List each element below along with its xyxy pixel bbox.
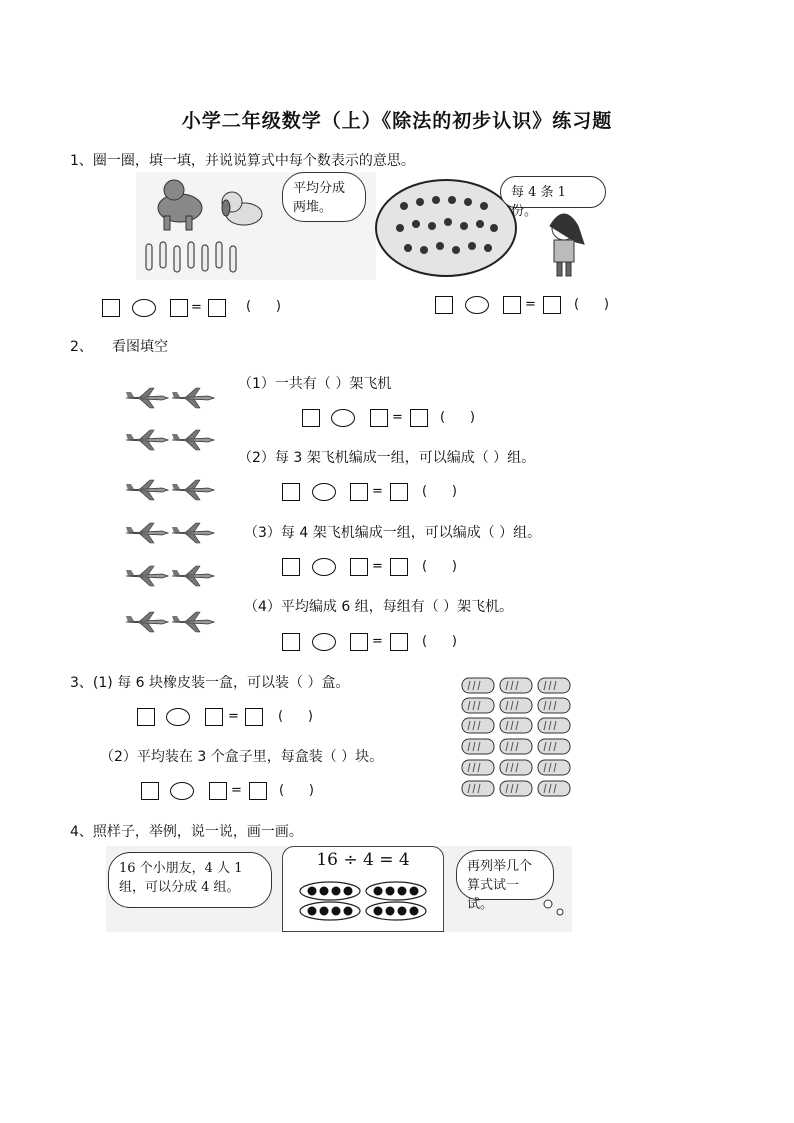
q4-dot-groups — [298, 880, 428, 922]
girl-icon — [550, 214, 584, 276]
operator-oval[interactable] — [312, 633, 336, 651]
answer-box[interactable] — [208, 299, 226, 317]
answer-paren[interactable]: ( ) — [422, 559, 457, 574]
answer-paren[interactable]: ( ) — [278, 709, 313, 724]
answer-paren[interactable]: ( ) — [422, 634, 457, 649]
answer-paren[interactable]: ( ) — [422, 484, 457, 499]
answer-paren[interactable]: ( ) — [279, 783, 314, 798]
q2-item-2: （2）每 3 架飞机编成一组，可以编成（ ）组。 — [238, 450, 536, 466]
plane-icon — [172, 480, 214, 500]
answer-box[interactable] — [205, 708, 223, 726]
q2-item-4: （4）平均编成 6 组，每组有（ ）架飞机。 — [244, 599, 514, 615]
q1-speech-bubble-left: 平均分成两堆。 — [282, 172, 366, 222]
equals-sign: = — [191, 300, 202, 315]
answer-box[interactable] — [137, 708, 155, 726]
answer-box[interactable] — [543, 296, 561, 314]
plane-icon — [172, 430, 214, 450]
plane-icon — [172, 388, 214, 408]
answer-box[interactable] — [410, 409, 428, 427]
answer-box[interactable] — [282, 558, 300, 576]
plane-icon — [126, 612, 168, 632]
q2-number: 2、 — [70, 339, 93, 355]
equals-sign: = — [372, 634, 383, 649]
q4-equation: 16 ÷ 4 = 4 — [316, 850, 410, 870]
equals-sign: = — [231, 783, 242, 798]
answer-box[interactable] — [390, 633, 408, 651]
plane-icon — [172, 566, 214, 586]
q1-speech-bubble-right: 每 4 条 1 份。 — [500, 176, 606, 208]
q2-prompt: 看图填空 — [112, 339, 168, 355]
page-title: 小学二年级数学（上）《除法的初步认识》练习题 — [181, 110, 613, 132]
operator-oval[interactable] — [312, 483, 336, 501]
equals-sign: = — [228, 709, 239, 724]
q1-prompt: 1、圈一圈，填一填，并说说算式中每个数表示的意思。 — [70, 153, 415, 169]
answer-box[interactable] — [141, 782, 159, 800]
plane-icon — [126, 523, 168, 543]
plane-icon — [126, 388, 168, 408]
answer-box[interactable] — [282, 633, 300, 651]
answer-box[interactable] — [503, 296, 521, 314]
operator-oval[interactable] — [465, 296, 489, 314]
q4-speech-bubble-left: 16 个小朋友，4 人 1 组，可以分成 4 组。 — [108, 852, 272, 908]
answer-box[interactable] — [390, 558, 408, 576]
answer-box[interactable] — [435, 296, 453, 314]
operator-oval[interactable] — [170, 782, 194, 800]
q4-speech-bubble-right: 再列举几个算式试一试。 — [456, 850, 554, 900]
answer-box[interactable] — [102, 299, 120, 317]
plane-icon — [172, 612, 214, 632]
answer-box[interactable] — [350, 483, 368, 501]
thought-bubble-dots — [540, 898, 570, 918]
answer-box[interactable] — [302, 409, 320, 427]
equals-sign: = — [372, 559, 383, 574]
answer-box[interactable] — [370, 409, 388, 427]
equals-sign: = — [372, 484, 383, 499]
answer-box[interactable] — [350, 633, 368, 651]
q2-planes-illustration — [120, 380, 220, 642]
answer-box[interactable] — [245, 708, 263, 726]
answer-box[interactable] — [282, 483, 300, 501]
answer-paren[interactable]: ( ) — [440, 410, 475, 425]
q3-item-2: （2）平均装在 3 个盒子里，每盒装（ ）块。 — [100, 749, 384, 765]
q4-prompt: 4、照样子，举例，说一说，画一画。 — [70, 824, 303, 840]
plane-icon — [126, 430, 168, 450]
operator-oval[interactable] — [331, 409, 355, 427]
equals-sign: = — [392, 410, 403, 425]
operator-oval[interactable] — [312, 558, 336, 576]
operator-oval[interactable] — [132, 299, 156, 317]
plane-icon — [126, 566, 168, 586]
q3-erasers-illustration — [458, 676, 574, 802]
q3-item-1: 3、(1) 每 6 块橡皮装一盒，可以装（ ）盒。 — [70, 675, 350, 691]
answer-paren[interactable]: ( ) — [574, 297, 609, 312]
q2-item-1: （1）一共有（ ）架飞机 — [238, 376, 392, 392]
answer-box[interactable] — [390, 483, 408, 501]
answer-box[interactable] — [249, 782, 267, 800]
plane-icon — [126, 480, 168, 500]
equals-sign: = — [525, 297, 536, 312]
answer-box[interactable] — [350, 558, 368, 576]
plane-icon — [172, 523, 214, 543]
q2-item-3: （3）每 4 架飞机编成一组，可以编成（ ）组。 — [244, 525, 542, 541]
operator-oval[interactable] — [166, 708, 190, 726]
answer-paren[interactable]: ( ) — [246, 299, 281, 314]
answer-box[interactable] — [209, 782, 227, 800]
answer-box[interactable] — [170, 299, 188, 317]
